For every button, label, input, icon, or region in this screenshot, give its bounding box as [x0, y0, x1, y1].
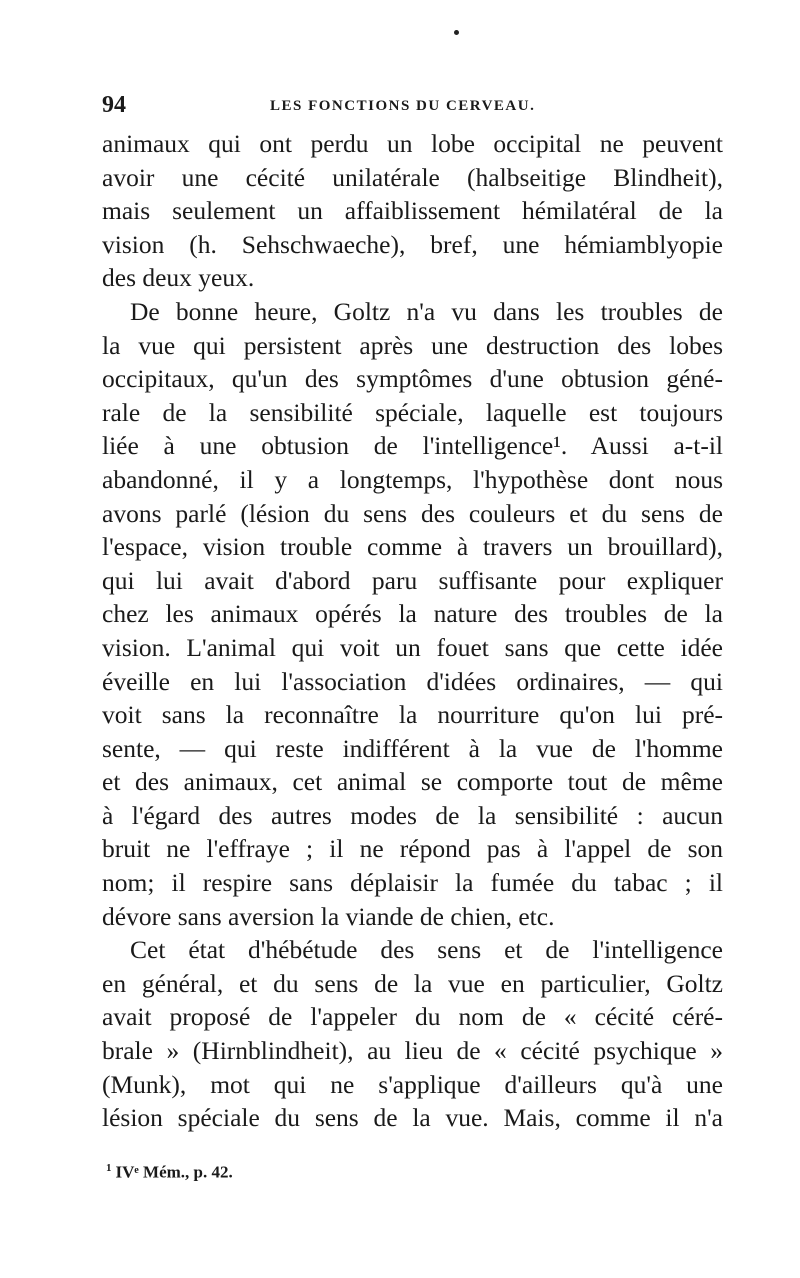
text-line: dévore sans aversion la viande de chien, etc. — [102, 901, 555, 931]
footnote-marker: 1 — [106, 1162, 112, 1174]
text-line: vision. L'animal qui voit un fouet sans que cette idée — [102, 632, 723, 662]
text-line: sente, — qui reste indifférent à la vue de l'homme — [102, 733, 723, 763]
text-line: animaux qui ont perdu un lobe occipital ne peuvent — [102, 129, 723, 158]
text-line: voit sans la reconnaître la nourriture qu'on lui pré- — [102, 700, 723, 730]
text-line: liée à une obtusion de l'intelligence¹. Aussi a-t-il — [102, 431, 723, 461]
text-line: nom; il respire sans déplaisir la fumée du tabac ; il — [102, 868, 723, 898]
text-line: bruit ne l'effraye ; il ne répond pas à l'appel de son — [102, 834, 723, 864]
text-line: abandonné, il y a longtemps, l'hypothèse dont nous — [102, 464, 723, 494]
running-head — [102, 92, 723, 118]
text-line: l'espace, vision trouble comme à travers un brouillard), — [102, 532, 723, 562]
footnote — [106, 1157, 233, 1184]
text-line: avait proposé de l'appeler du nom de « cécité céré- — [102, 1002, 723, 1032]
text-line: des deux yeux. — [102, 263, 255, 293]
running-title: LES FONCTIONS DU CERVEAU. — [270, 98, 536, 114]
text-line: avoir une cécité unilatérale (halbseitige Blindheit), — [102, 162, 723, 192]
printer-dot-mark — [454, 30, 459, 35]
text-line: occipitaux, qu'un des symptômes d'une obtusion géné- — [102, 364, 723, 394]
text-line: éveille en lui l'association d'idées ordinaires, — qui — [102, 666, 723, 696]
text-line: (Munk), mot qui ne s'applique d'ailleurs qu'à une — [102, 1069, 723, 1099]
text-line: lésion spéciale du sens de la vue. Mais, comme il n'a — [102, 1103, 723, 1133]
text-line: en général, et du sens de la vue en particulier, Goltz — [102, 968, 723, 998]
text-line: et des animaux, cet animal se comporte tout de même — [102, 767, 723, 797]
page-number: 94 — [102, 92, 126, 118]
text-line: la vue qui persistent après une destruction des lobes — [102, 330, 723, 360]
body-text — [102, 127, 723, 1135]
text-line: rale de la sensibilité spéciale, laquelle est toujours — [102, 397, 723, 427]
text-line: chez les animaux opérés la nature des troubles de la — [102, 599, 723, 629]
text-line: Cet état d'hébétude des sens et de l'intelligence — [130, 935, 723, 965]
footnote-text: IVᵉ Mém., p. 42. — [115, 1162, 233, 1182]
text-line: mais seulement un affaiblissement hémilatéral de la — [102, 196, 723, 226]
text-line: qui lui avait d'abord paru suffisante pour expliquer — [102, 565, 723, 595]
text-line: vision (h. Sehschwaeche), bref, une hémiamblyopie — [102, 229, 723, 259]
text-line: à l'égard des autres modes de la sensibilité : aucun — [102, 800, 723, 830]
text-line: avons parlé (lésion du sens des couleurs et du sens de — [102, 498, 723, 528]
text-line: brale » (Hirnblindheit), au lieu de « cécité psychique » — [102, 1036, 723, 1066]
text-line: De bonne heure, Goltz n'a vu dans les troubles de — [130, 296, 723, 326]
